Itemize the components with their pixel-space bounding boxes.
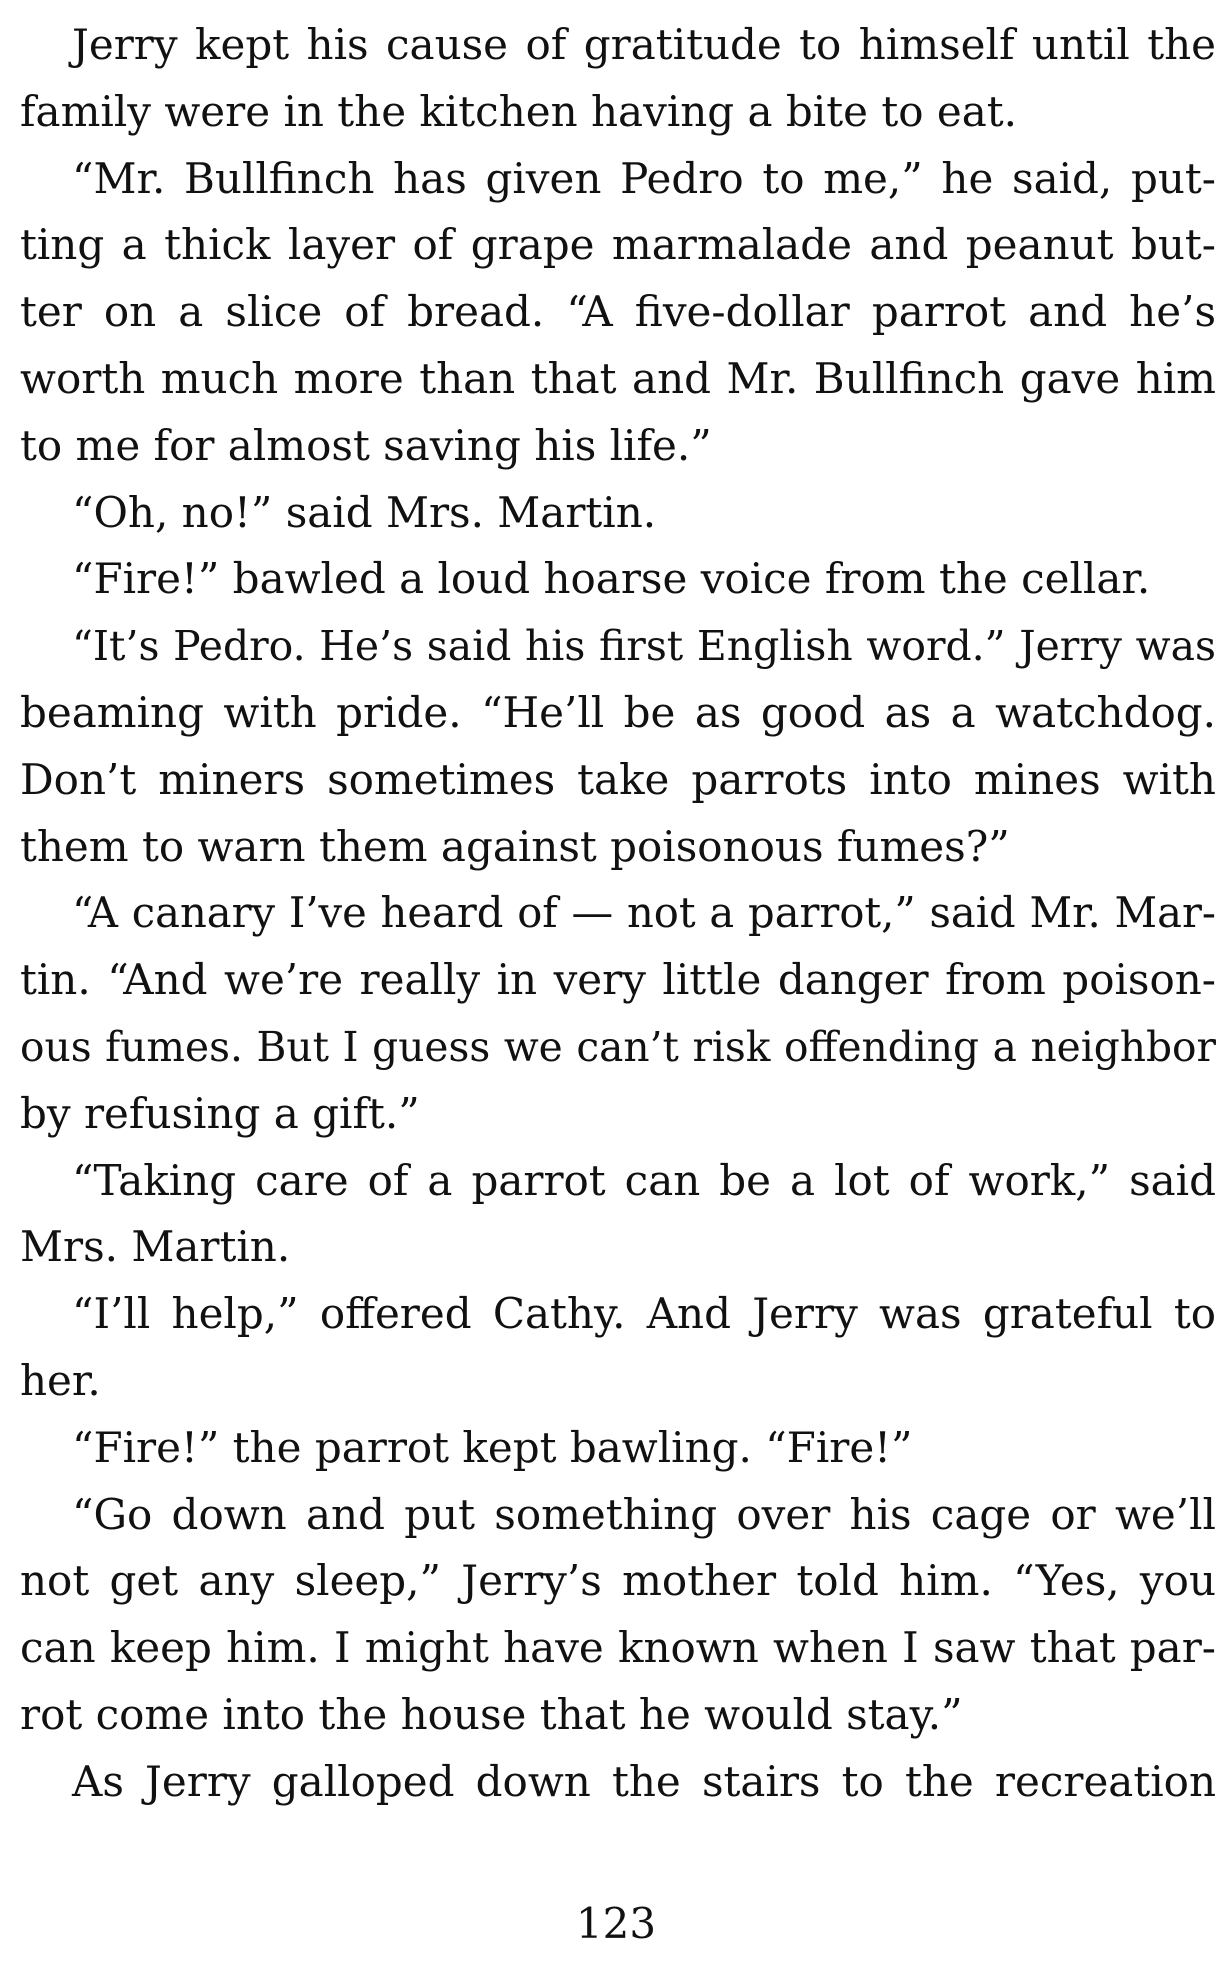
text-line: can keep him. I might have known when I saw that par- — [20, 1623, 1216, 1673]
text-line: rot come into the house that he would stay.” — [20, 1689, 963, 1739]
text-line: tin. “And we’re really in very little danger from poison- — [20, 955, 1216, 1005]
text-line: “Taking care of a parrot can be a lot of work,” said — [72, 1155, 1216, 1205]
text-line: not get any sleep,” Jerry’s mother told him. “Yes, you — [20, 1556, 1216, 1606]
text-line: to me for almost saving his life.” — [20, 420, 712, 470]
text-line: her. — [20, 1355, 101, 1405]
text-line: ter on a slice of bread. “A five-dollar parrot and he’s — [20, 287, 1216, 337]
text-line: “It’s Pedro. He’s said his first English word.” Jerry was — [72, 622, 1216, 671]
text-line: ting a thick layer of grape marmalade and peanut but- — [20, 220, 1216, 270]
text-line: beaming with pride. “He’ll be as good as a watchdog. — [20, 687, 1216, 737]
text-line: “Fire!” the parrot kept bawling. “Fire!” — [72, 1422, 913, 1472]
text-line: family were in the kitchen having a bite to eat. — [20, 86, 1017, 136]
text-line: “Fire!” bawled a loud hoarse voice from the cellar. — [72, 554, 1151, 604]
text-line: Don’t miners sometimes take parrots into mines with — [20, 754, 1216, 804]
text-line: Jerry kept his cause of gratitude to himself until the — [72, 20, 1216, 69]
text-line: “I’ll help,” offered Cathy. And Jerry was grateful to — [72, 1289, 1216, 1339]
text-line: them to warn them against poisonous fumes?” — [20, 821, 1010, 871]
text-line: by refusing a gift.” — [20, 1088, 420, 1138]
text-line: Mrs. Martin. — [20, 1222, 291, 1272]
text-line: “Oh, no!” said Mrs. Martin. — [72, 487, 657, 537]
text-line: ous fumes. But I guess we can’t risk offending a neighbor — [20, 1022, 1216, 1071]
text-line: worth much more than that and Mr. Bullfinch gave him — [20, 353, 1216, 403]
page-number: 123 — [575, 1899, 657, 1948]
text-line: “Go down and put something over his cage or we’ll — [72, 1489, 1216, 1539]
text-line: “A canary I’ve heard of — not a parrot,” said Mr. Mar- — [72, 888, 1216, 938]
text-line: As Jerry galloped down the stairs to the recreation — [72, 1756, 1216, 1806]
text-line: “Mr. Bullfinch has given Pedro to me,” he said, put- — [72, 153, 1216, 203]
body-text — [20, 12, 1216, 1816]
